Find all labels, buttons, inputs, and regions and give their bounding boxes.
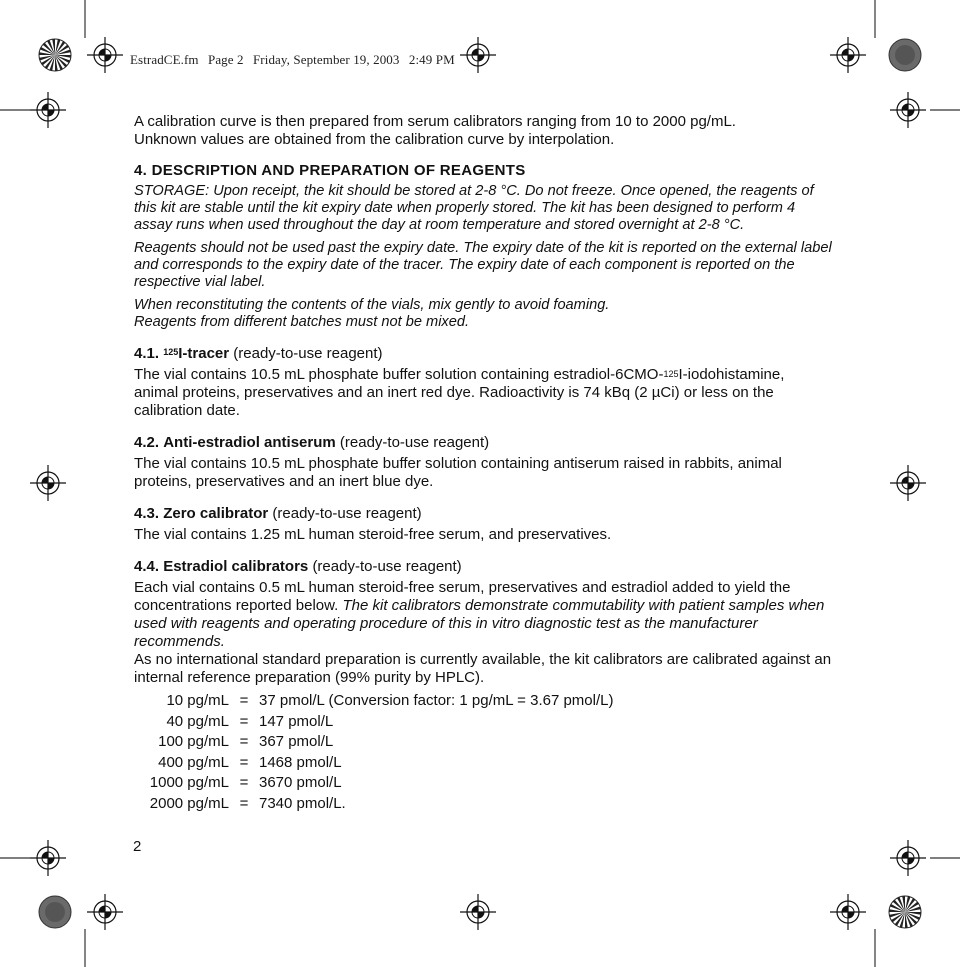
section-4-1-body-superscript: 125 — [663, 369, 679, 379]
section-4-3-body: The vial contains 1.25 mL human steroid-free serum, and preservatives. — [134, 526, 612, 543]
conversion-row — [134, 773, 832, 794]
storage-paragraph: STORAGE: Upon receipt, the kit should be stored at 2-8 °C. Do not freeze. Once opened, the reagents of this kit are stable until the kit expiry date when properly stored. The kit has been designed to perform 4 assay runs when used throughout the day at room temperature and stored overnight at 2-8 °C. — [134, 183, 814, 233]
conversion-pg: 400 pg/mL — [158, 753, 229, 771]
solid-registration-disc-icon — [39, 896, 71, 928]
section-4-2-note: (ready-to-use reagent) — [339, 434, 490, 451]
section-4-1-body — [134, 366, 832, 420]
registration-crosshair-icon — [30, 465, 66, 501]
solid-registration-disc-icon — [889, 39, 921, 71]
conversion-equals: = — [239, 733, 249, 750]
section-4-1-body-a: The vial contains 10.5 mL phosphate buffer solution containing estradiol-6CMO- — [134, 366, 664, 383]
conversion-equals: = — [239, 753, 249, 771]
conversion-row — [134, 753, 832, 774]
header-file: EstradCE.fm — [130, 52, 199, 67]
conversion-row — [134, 732, 832, 753]
conversion-pg: 1000 pg/mL — [149, 774, 229, 791]
section-4-2-body: The vial contains 10.5 mL phosphate buffer solution containing antiserum raised in rabbits, animal proteins, preservatives and an inert blue dye. — [134, 455, 782, 490]
conversion-table — [134, 691, 832, 814]
registration-crosshair-icon — [460, 37, 496, 73]
print-header — [130, 52, 461, 68]
section-4-1-number: 4.1. — [134, 345, 160, 362]
conversion-row — [134, 712, 832, 733]
header-page: Page 2 — [207, 52, 244, 67]
registration-crosshair-icon — [87, 894, 123, 930]
section-4-1-heading — [134, 345, 832, 362]
conversion-equals: = — [239, 774, 249, 791]
section-4-4-number: 4.4. — [134, 558, 160, 575]
document-body — [134, 113, 832, 814]
section-4-4-body-italic: The kit calibrators demonstrate commutability with patient samples when used with reagents and operating procedure of this in vitro diagnostic test as the manufacturer recommends. — [134, 597, 825, 650]
conversion-row — [134, 691, 832, 712]
section-4-heading: 4. DESCRIPTION AND PREPARATION OF REAGENTS — [134, 162, 526, 179]
registration-crosshair-icon — [30, 840, 66, 876]
conversion-equals: = — [239, 794, 249, 812]
registration-crosshair-icon — [890, 840, 926, 876]
section-4-1-note: (ready-to-use reagent) — [233, 345, 383, 362]
conversion-pmol: 1468 pmol/L — [259, 753, 342, 771]
registration-crosshair-icon — [890, 92, 926, 128]
expiry-paragraph: Reagents should not be used past the expiry date. The expiry date of the kit is reported on the external label and corresponds to the expiry date of the tracer. The expiry date of each component is reported on the respective vial label. — [134, 240, 832, 290]
section-4-1-title: I-tracer — [178, 345, 230, 362]
section-4-4-body-b: As no international standard preparation is currently available, the kit calibrators are calibrated against an internal reference preparation (99% purity by HPLC). — [134, 651, 832, 686]
conversion-pmol: 3670 pmol/L — [259, 774, 342, 791]
registration-crosshair-icon — [30, 92, 66, 128]
section-4-4-heading — [134, 558, 832, 575]
section-4-2-number: 4.2. — [134, 434, 160, 451]
conversion-equals: = — [239, 692, 249, 709]
registration-crosshair-icon — [890, 465, 926, 501]
section-4-3-note: (ready-to-use reagent) — [272, 505, 422, 522]
conversion-pg: 2000 pg/mL — [149, 794, 229, 812]
conversion-pg: 100 pg/mL — [158, 733, 229, 750]
conversion-row — [134, 794, 832, 815]
section-4-2-title: Anti-estradiol antiserum — [163, 434, 336, 451]
section-4-3-heading — [134, 505, 832, 522]
section-4-2-heading — [134, 434, 832, 451]
intro-line-1: A calibration curve is then prepared from serum calibrators ranging from 10 to 2000 pg/mL. — [134, 113, 736, 130]
batches-note: Reagents from different batches must not be mixed. — [134, 314, 470, 330]
registration-crosshair-icon — [460, 894, 496, 930]
section-4-4-body — [134, 579, 832, 651]
section-4-3-number: 4.3. — [134, 505, 160, 522]
conversion-equals: = — [239, 712, 249, 730]
registration-crosshair-icon — [87, 37, 123, 73]
section-4-4-note: (ready-to-use reagent) — [312, 558, 462, 575]
section-4-4-title: Estradiol calibrators — [163, 558, 309, 575]
starburst-target-icon — [39, 39, 71, 71]
registration-crosshair-icon — [830, 37, 866, 73]
header-date: Friday, September 19, 2003 — [252, 52, 400, 67]
header-time: 2:49 PM — [408, 52, 455, 67]
conversion-pmol: 147 pmol/L — [259, 712, 334, 730]
registration-crosshair-icon — [830, 894, 866, 930]
section-4-1-body-b: I-iodohistamine, animal proteins, preservatives and an inert red dye. Radioactivity is 74 kBq (2 µCi) or less on the calibration date. — [134, 366, 785, 419]
intro-line-2: Unknown values are obtained from the calibration curve by interpolation. — [134, 131, 615, 148]
conversion-pmol: 7340 pmol/L. — [259, 794, 346, 812]
conversion-pmol: 367 pmol/L — [259, 733, 334, 750]
section-4-1-superscript: 125 — [163, 347, 179, 357]
conversion-pmol: 37 pmol/L (Conversion factor: 1 pg/mL = 3.67 pmol/L) — [259, 692, 614, 709]
conversion-pg: 10 pg/mL — [166, 692, 229, 709]
reconstitute-note: When reconstituting the contents of the vials, mix gently to avoid foaming. — [134, 297, 610, 313]
section-4-4-body-a: Each vial contains 0.5 mL human steroid-free serum, preservatives and estradiol added to yield the concentrations reported below. — [134, 579, 791, 614]
starburst-target-icon — [889, 896, 921, 928]
section-4-3-title: Zero calibrator — [163, 505, 269, 522]
conversion-pg: 40 pg/mL — [166, 712, 229, 730]
page-number: 2 — [133, 838, 142, 855]
